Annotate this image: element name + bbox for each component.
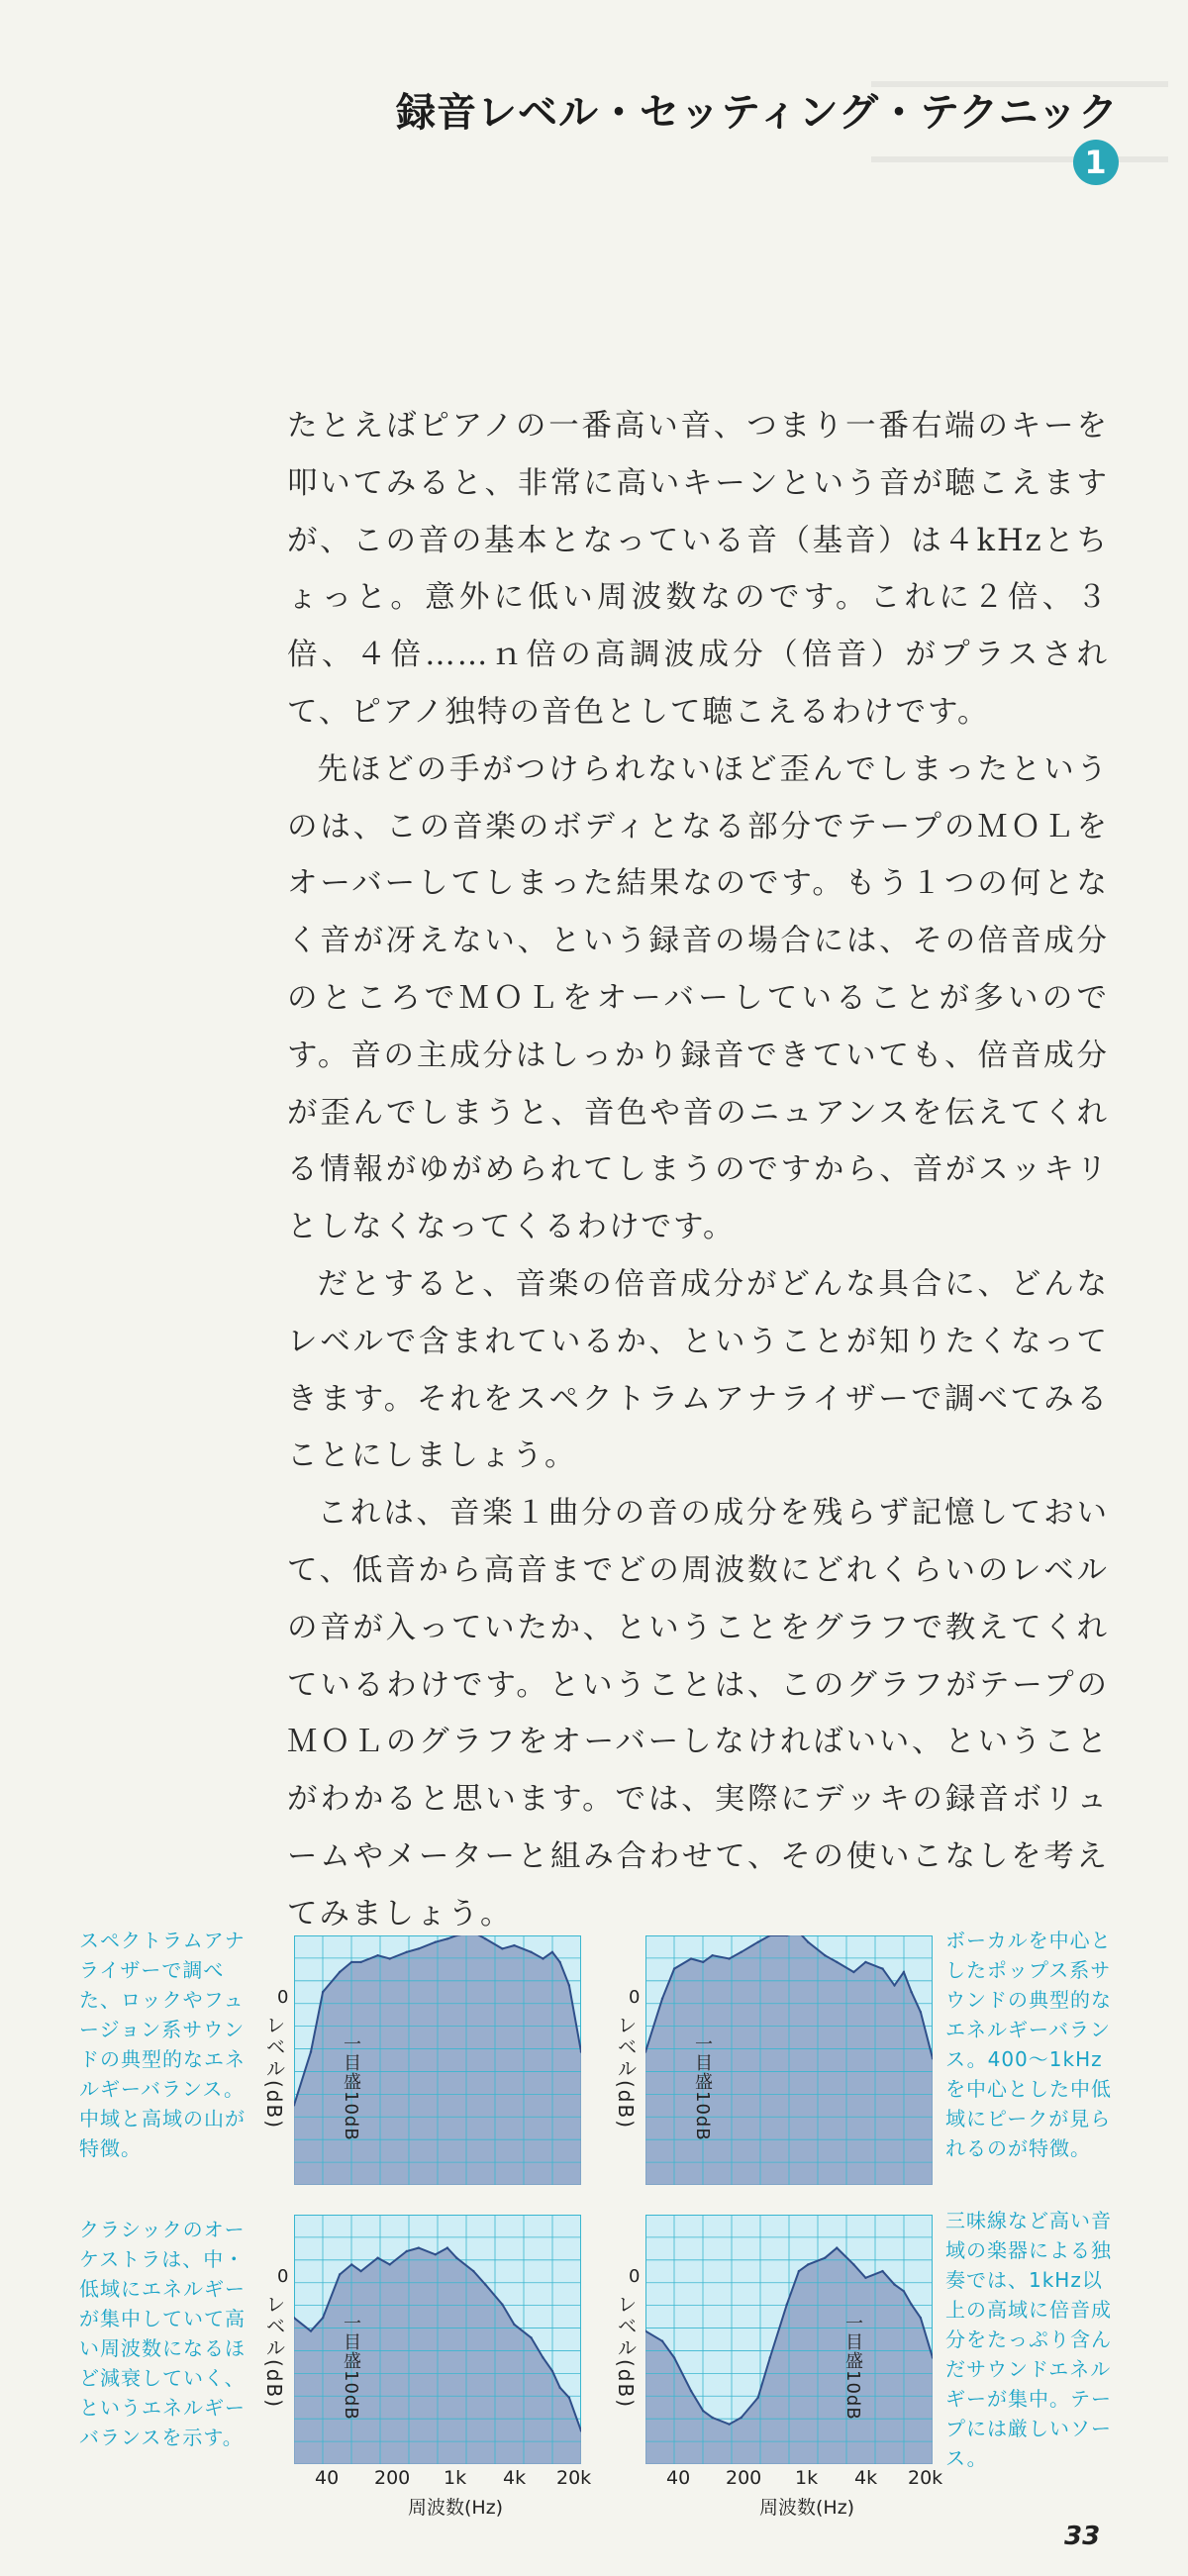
paragraph-4: これは、音楽１曲分の音の成分を残らず記憶しておいて、低音から高音までどの周波数にどれくらいのレベルの音が入っていたか、ということをグラフで教えてくれているわけです。ということは、このグラフがテープのＭＯＬのグラフをオーバーしなければいい、ということがわかると思います。では、実際にデッキの録音ボリュームやメーターと組み合わせて、その使いこなしを考えてみましょう。 xyxy=(287,1496,1109,1932)
spectrum-point xyxy=(769,2356,771,2358)
spectrum-point xyxy=(530,2336,532,2338)
spectrum-point xyxy=(864,2277,866,2279)
spectrum-point xyxy=(920,2011,922,2013)
spectrum-point xyxy=(702,2410,704,2412)
spectrum-point xyxy=(406,2250,408,2252)
spectrum-point xyxy=(530,1951,532,1953)
spectrum-point xyxy=(852,1971,854,1973)
spectrum-point xyxy=(690,1957,692,1959)
spectrum-point xyxy=(798,2270,800,2272)
spectrum-point xyxy=(741,1951,742,1953)
spectrum-point xyxy=(824,1954,826,1956)
spectrum-point xyxy=(920,2317,922,2319)
spectrum-point xyxy=(310,2329,312,2331)
scale-note: 一目盛10dB xyxy=(341,2314,361,2421)
x-tick-label: 200 xyxy=(726,2467,762,2489)
spectrum-point xyxy=(339,2273,341,2275)
x-tick-label: 1k xyxy=(444,2467,467,2489)
spectrum-point xyxy=(406,1951,408,1953)
spectrum-point xyxy=(558,1961,560,1963)
spectrum-point xyxy=(435,2253,437,2255)
y-axis-label: レベル(dB) xyxy=(262,2294,286,2410)
spectrum-point xyxy=(435,1941,437,1943)
spectrum-point xyxy=(472,2270,474,2272)
scale-note: 一目盛10dB xyxy=(842,2314,863,2421)
y-axis-label: レベル(dB) xyxy=(614,2015,638,2130)
x-tick-label: 1k xyxy=(795,2467,819,2489)
spectrum-point xyxy=(322,2317,324,2319)
scale-note: 一目盛10dB xyxy=(692,2034,713,2141)
spectrum-point xyxy=(350,2263,352,2265)
caption-classical: クラシックのオーケストラは、中・低域にエネルギーが集中していて高い周波数になるほど減衰していく、というエネルギーバランスを示す。 xyxy=(79,2218,246,2449)
spectrum-point xyxy=(673,1967,675,1969)
spectrum-point xyxy=(558,2387,560,2389)
page-title xyxy=(366,81,1119,185)
spectrum-point xyxy=(910,2304,912,2306)
spectrum-point xyxy=(359,2270,361,2272)
spectrum-point xyxy=(786,2304,788,2306)
scale-note: 一目盛10dB xyxy=(341,2034,361,2141)
spectrum-point xyxy=(903,1971,905,1973)
spectrum-point xyxy=(339,1971,341,1973)
paragraph-1: たとえばピアノの一番高い音、つまり一番右端のキーを叩いてみると、非常に高いキーンという音が聴こえますが、この音の基本となっている音（基音）は４kHzとちょっと。意外に低い周波数なのです。これに２倍、３倍、４倍……ｎ倍の高調波成分（倍音）がプラスされて、ピアノ独特の音色として聴こえるわけです。 xyxy=(287,409,1109,730)
x-tick-label: 200 xyxy=(374,2467,411,2489)
spectrum-point xyxy=(807,1941,809,1943)
spectrum-point xyxy=(824,2257,826,2259)
spectrum-point xyxy=(376,2257,378,2259)
y-zero-label: 0 xyxy=(629,2266,641,2287)
y-axis-label: レベル(dB) xyxy=(262,2015,286,2130)
x-tick-label: 40 xyxy=(315,2467,340,2489)
spectrum-point xyxy=(757,1941,759,1943)
spectrum-point xyxy=(501,1947,503,1949)
spectrum-point xyxy=(881,2270,883,2272)
spectrum-point xyxy=(484,1937,486,1939)
y-zero-label: 0 xyxy=(277,1987,289,2008)
spectrum-svg xyxy=(645,2215,933,2464)
spectrum-point xyxy=(359,1961,361,1963)
spectrum-point xyxy=(881,1967,883,1969)
spectrum-point xyxy=(661,2340,663,2342)
spectrum-point xyxy=(389,2263,391,2265)
x-axis-title: 周波数(Hz) xyxy=(408,2497,504,2519)
spectrum-point xyxy=(807,2263,809,2265)
spectrum-point xyxy=(757,2397,759,2399)
spectrum-point xyxy=(893,2283,895,2285)
paragraph-2: 先ほどの手がつけられないほど歪んでしまったというのは、この音楽のボディとなる部分でテープのＭＯＬをオーバーしてしまった結果なのです。もう１つの何となく音が冴えない、という録音の場合には、その倍音成分のところでＭＯＬをオーバーしていることが多いのです。音の主成分はしっかり録音できていても、倍音成分が歪んでしまうと、音色や音のニュアンスを伝えてくれる情報がゆがめられてしまうのですから、音がスッキリとしなくなってくるわけです。 xyxy=(287,751,1109,1245)
spectrum-point xyxy=(446,2246,448,2248)
spectrum-point xyxy=(702,1961,704,1963)
spectrum-point xyxy=(711,2417,713,2419)
spectrum-chart-shamisen xyxy=(645,2215,933,2464)
spectrum-point xyxy=(501,2304,503,2306)
spectrum-point xyxy=(551,2370,553,2372)
spectrum-point xyxy=(893,1984,895,1986)
y-zero-label: 0 xyxy=(629,1987,641,2008)
spectrum-point xyxy=(711,1954,713,1956)
x-tick-label: 4k xyxy=(854,2467,878,2489)
spectrum-point xyxy=(903,2290,905,2292)
caption-rock: スペクトラムアナライザーで調べた、ロックやフュージョン系サウンドの典型的なエネルギーバランス。中域と高域の山が特徴。 xyxy=(79,1929,246,2160)
spectrum-point xyxy=(910,1991,912,1993)
spectrum-point xyxy=(836,2246,838,2248)
spectrum-point xyxy=(350,1961,352,1963)
spectrum-point xyxy=(661,1998,663,2000)
spectrum-point xyxy=(484,2283,486,2285)
spectrum-point xyxy=(864,1961,866,1963)
x-tick-label: 20k xyxy=(908,2467,943,2489)
page-number: 33 xyxy=(1064,2522,1101,2551)
spectrum-point xyxy=(836,1961,838,1963)
spectrum-point xyxy=(741,2417,742,2419)
spectrum-point xyxy=(513,2324,515,2326)
spectrum-point xyxy=(389,1957,391,1959)
spectrum-point xyxy=(446,1937,448,1939)
spectrum-point xyxy=(551,1951,553,1953)
spectrum-point xyxy=(568,2397,570,2399)
spectrum-point xyxy=(513,1944,515,1946)
spectrum-point xyxy=(673,2356,675,2358)
title-text: 録音レベル・セッティング・テクニック xyxy=(396,90,1119,136)
paragraph-3: だとすると、音楽の倍音成分がどんな具合に、どんなレベルで含まれているか、ということが知りたくなってきます。それをスペクトラムアナライザーで調べてみることにしましょう。 xyxy=(287,1266,1109,1474)
spectrum-point xyxy=(418,2246,420,2248)
caption-shamisen: 三味線など高い音域の楽器による独奏では、1kHz以上の高域に倍音成分をたっぷり含んだサウンドエネルギーが集中。テープには厳しいソース。 xyxy=(945,2209,1112,2470)
spectrum-point xyxy=(690,2390,692,2392)
x-tick-label: 20k xyxy=(556,2467,592,2489)
title-number-badge: 1 xyxy=(1073,140,1119,185)
spectrum-point xyxy=(455,2257,457,2259)
spectrum-point xyxy=(542,2356,544,2358)
spectrum-point xyxy=(418,1947,420,1949)
y-zero-label: 0 xyxy=(277,2266,289,2287)
spectrum-point xyxy=(542,1957,544,1959)
y-axis-label: レベル(dB) xyxy=(614,2294,638,2410)
spectrum-point xyxy=(376,1954,378,1956)
spectrum-point xyxy=(728,2424,730,2426)
caption-pops: ボーカルを中心としたポップス系サウンドの典型的なエネルギーバランス。400～1kHzを中心とした中低域にピークが見られるのが特徴。 xyxy=(945,1929,1112,2160)
spectrum-point xyxy=(322,1991,324,1993)
spectrum-point xyxy=(852,2263,854,2265)
spectrum-point xyxy=(568,1984,570,1986)
spectrum-point xyxy=(310,2050,312,2052)
spectrum-point xyxy=(728,1957,730,1959)
body-text xyxy=(287,398,1109,1943)
x-axis-title: 周波数(Hz) xyxy=(759,2497,855,2519)
x-tick-label: 40 xyxy=(666,2467,691,2489)
x-tick-label: 4k xyxy=(503,2467,527,2489)
